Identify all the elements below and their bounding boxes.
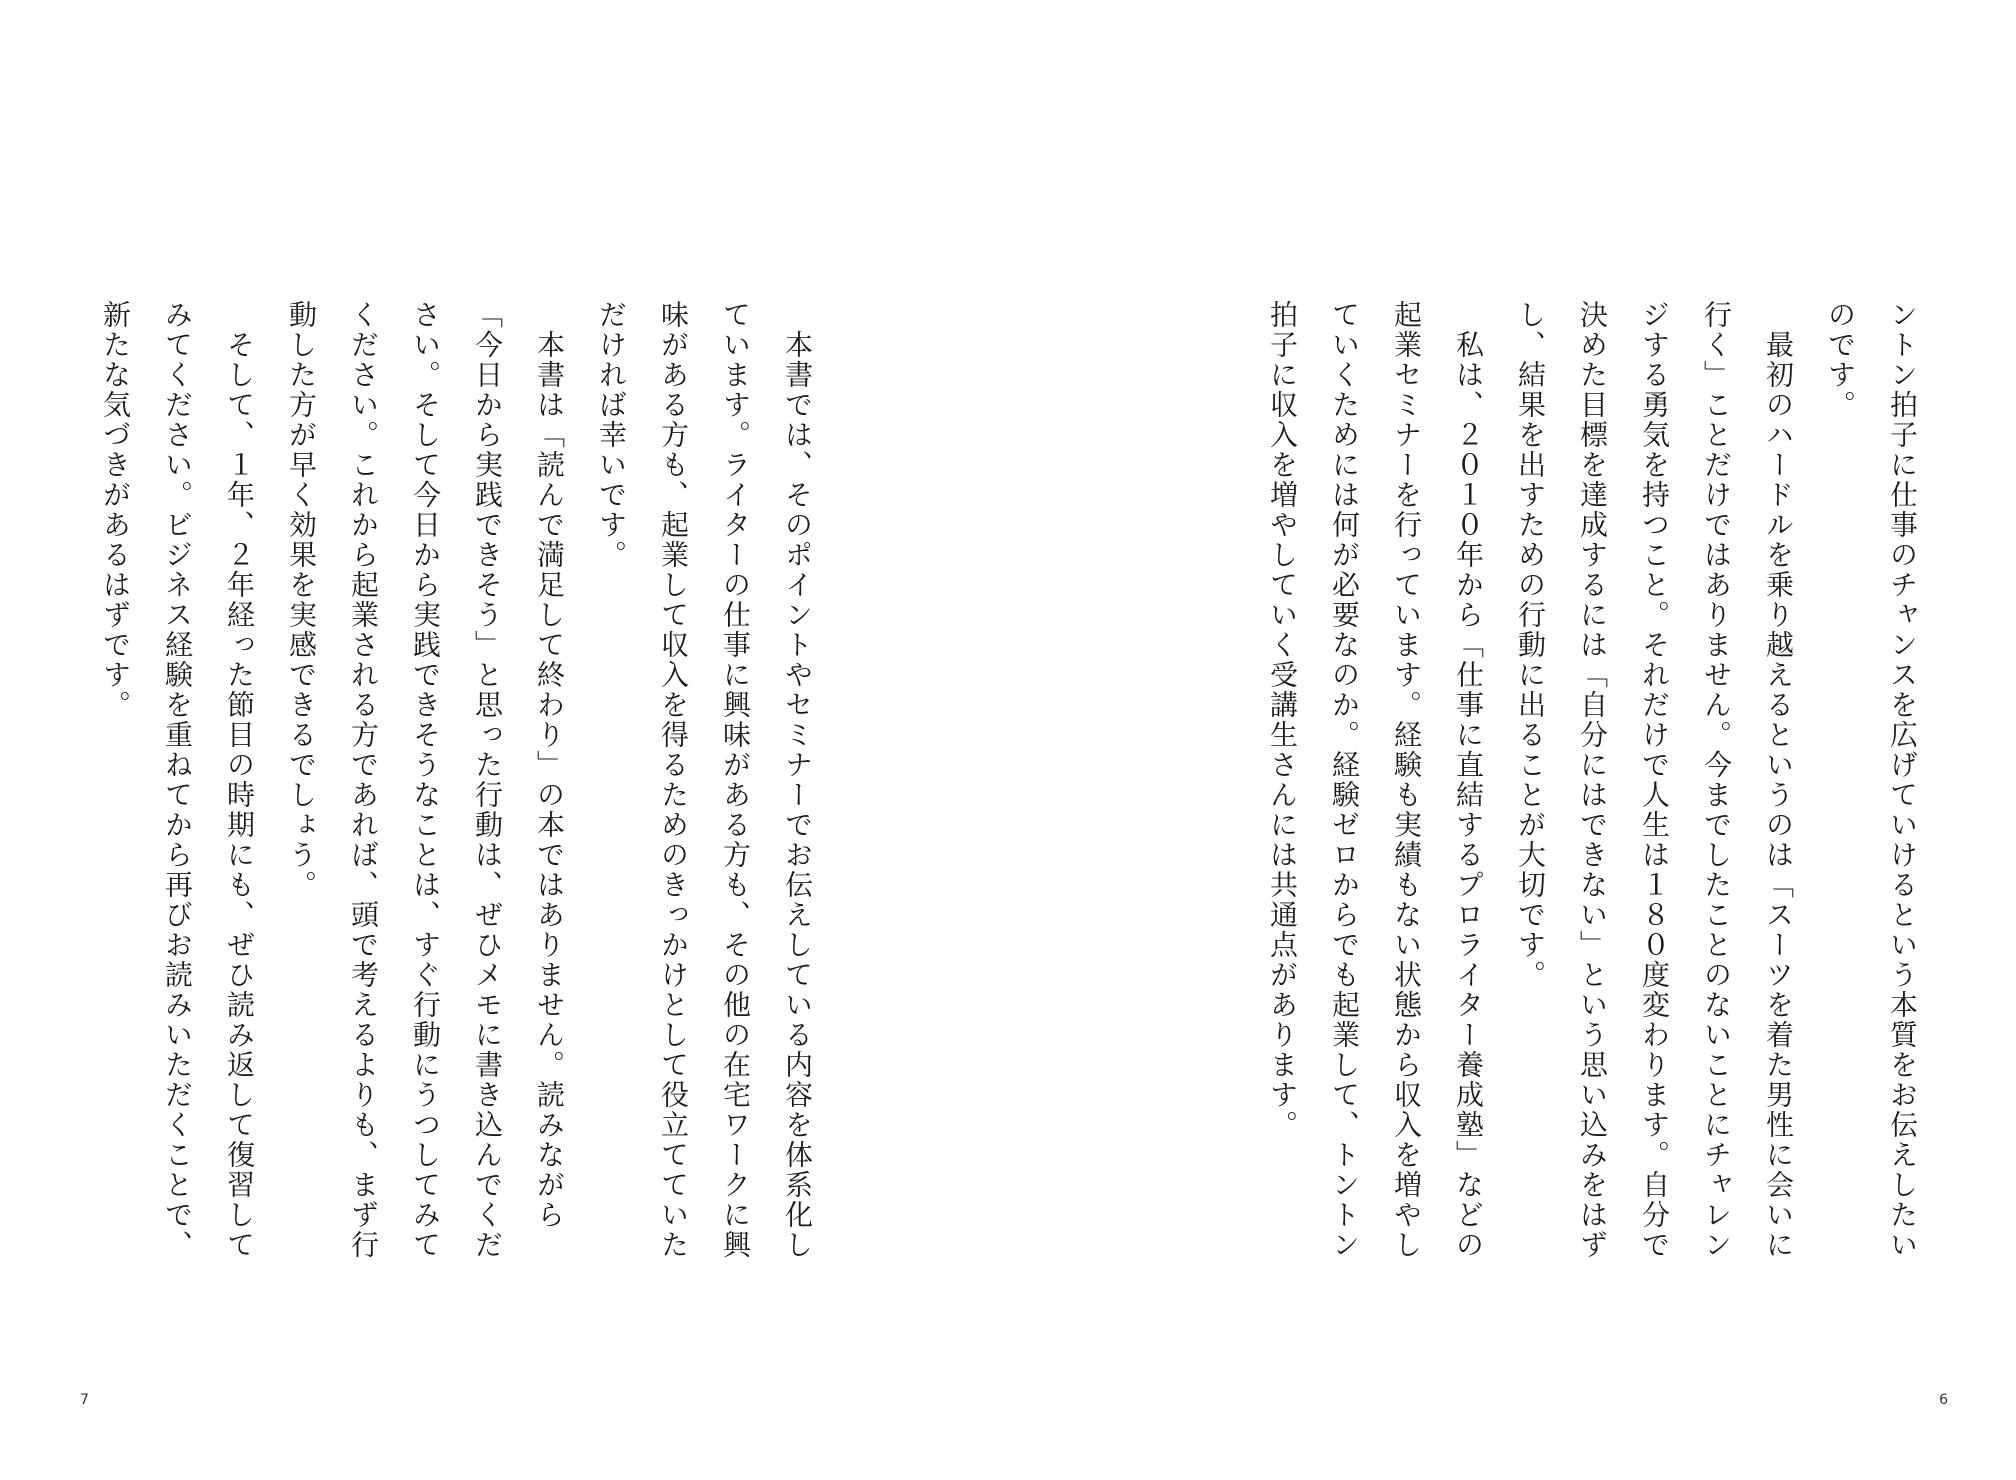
paragraph: ントン拍子に仕事のチャンスを広げていけるという本質をお伝えしたいのです。 (1824, 300, 1919, 1260)
page-number: 7 (80, 1392, 89, 1408)
paragraph: 最初のハードルを乗り越えるというのは「スーツを着た男性に会いに行く」ことだけではありません。今までしたことのないことにチャレンジする勇気を持つこと。それだけで人生は１８０度変わります。自分で決めた目標を達成するには「自分にはできない」という思い込みをはずし、結果を出すための行動に出ることが大切です。 (1514, 300, 1795, 1260)
paragraph: そして、１年、２年経った節目の時期にも、ぜひ読み返して復習してみてください。ビジネス経験を重ねてから再びお読みいただくことで、新たな気づきがあるはずです。 (99, 300, 256, 1260)
paragraph: 本書は「読んで満足して終わり」の本ではありません。読みながら「今日から実践できそう」と思った行動は、ぜひメモに書き込んでください。そして今日から実践できそうなことは、すぐ行動にうつしてみてください。これから起業される方であれば、頭で考えるよりも、まず行動した方が早く効果を実感できるでしょう。 (285, 300, 566, 1260)
right-page-body (1233, 300, 1933, 1280)
right-page (1008, 0, 2016, 1480)
paragraph: 私は、２０１０年から「仕事に直結するプロライター養成塾」などの起業セミナーを行っています。経験も実績もない状態から収入を増やしていくためには何が必要なのか。経験ゼロからでも起業して、トントン拍子に収入を増やしていく受講生さんには共通点があります。 (1266, 300, 1485, 1260)
left-page-body (99, 300, 828, 1280)
page-number: 6 (1939, 1392, 1948, 1408)
paragraph: 本書では、そのポイントやセミナーでお伝えしている内容を体系化しています。ライターの仕事に興味がある方も、その他の在宅ワークに興味がある方も、起業して収入を得るためのきっかけとして役立てていただければ幸いです。 (595, 300, 814, 1260)
